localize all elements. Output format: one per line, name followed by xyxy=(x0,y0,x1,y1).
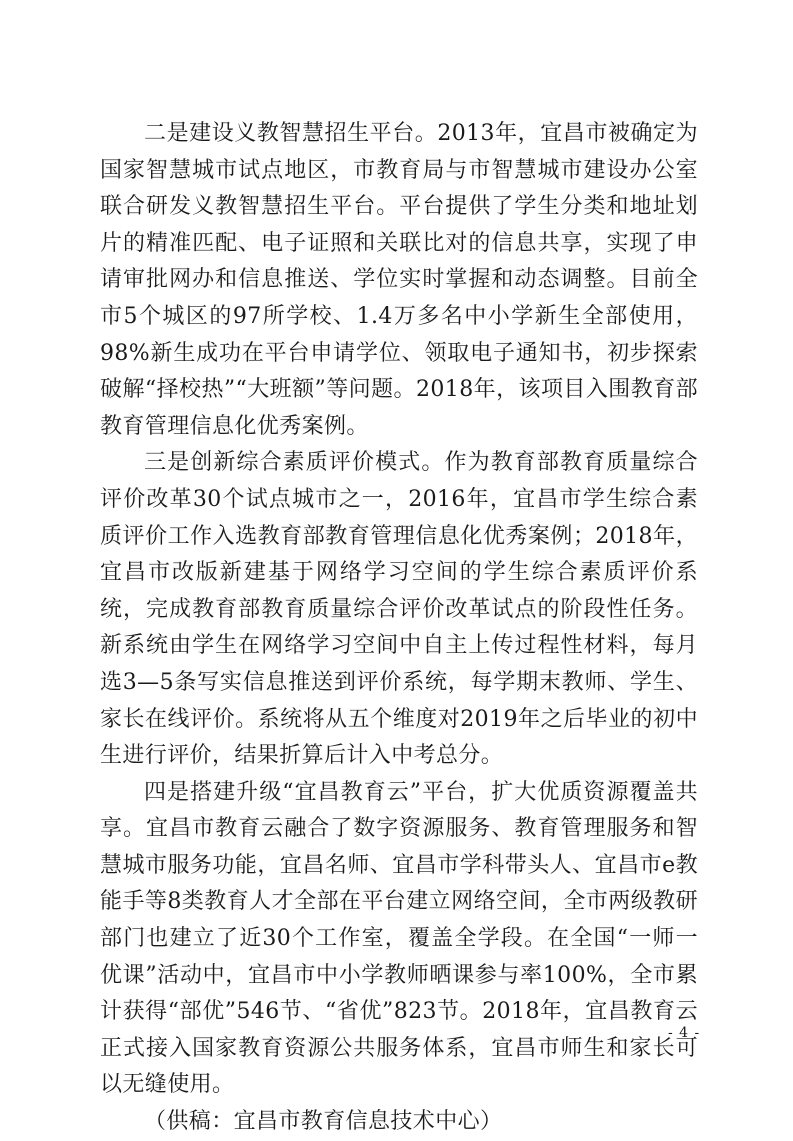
paragraph-education-cloud: 四是搭建升级“宜昌教育云”平台，扩大优质资源覆盖共享。宜昌市教育云融合了数字资源服务、教育管理服务和智慧城市服务功能，宜昌名师、宜昌市学科带头人、宜昌市e教能手等8类教育人才全部在平台建立网络空间，全市两级教研部门也建立了近30个工作室，覆盖全学段。在全国“一师一优课”活动中，宜昌市中小学教师晒课参与率100%，全市累计获得“部优”546节、“省优”823节。2018年，宜昌教育云正式接入国家教育资源公共服务体系，宜昌市师生和家长可以无缝使用。 xyxy=(100,779,698,1098)
document-body xyxy=(100,116,701,1141)
paragraph-quality-evaluation: 三是创新综合素质评价模式。作为教育部教育质量综合评价改革30个试点城市之一，2016年，宜昌市学生综合素质评价工作入选教育部教育管理信息化优秀案例；2018年，宜昌市改版新建基于网络学习空间的学生综合素质评价系统，完成教育部教育质量综合评价改革试点的阶段性任务。新系统由学生在网络学习空间中自主上传过程性材料，每月选3—5条写实信息推送到评价系统，每学期末教师、学生、家长在线评价。系统将从五个维度对2019年之后毕业的初中生进行评价，结果折算后计入中考总分。 xyxy=(100,450,698,769)
paragraph-enrollment-platform: 二是建设义教智慧招生平台。2013年，宜昌市被确定为国家智慧城市试点地区，市教育局与市智慧城市建设办公室联合研发义教智慧招生平台。平台提供了学生分类和地址划片的精准匹配、电子证照和关联比对的信息共享，实现了申请审批网办和信息推送、学位实时掌握和动态调整。目前全市5个城区的97所学校、1.4万多名中小学新生全部使用，98%新生成功在平台申请学位、领取电子通知书，初步探索破解“择校热”“大班额”等问题。2018年，该项目入围教育部教育管理信息化优秀案例。 xyxy=(100,121,698,439)
source-attribution: （供稿：宜昌市教育信息技术中心） xyxy=(144,1109,503,1135)
page-number: - 4 - xyxy=(668,1025,701,1041)
